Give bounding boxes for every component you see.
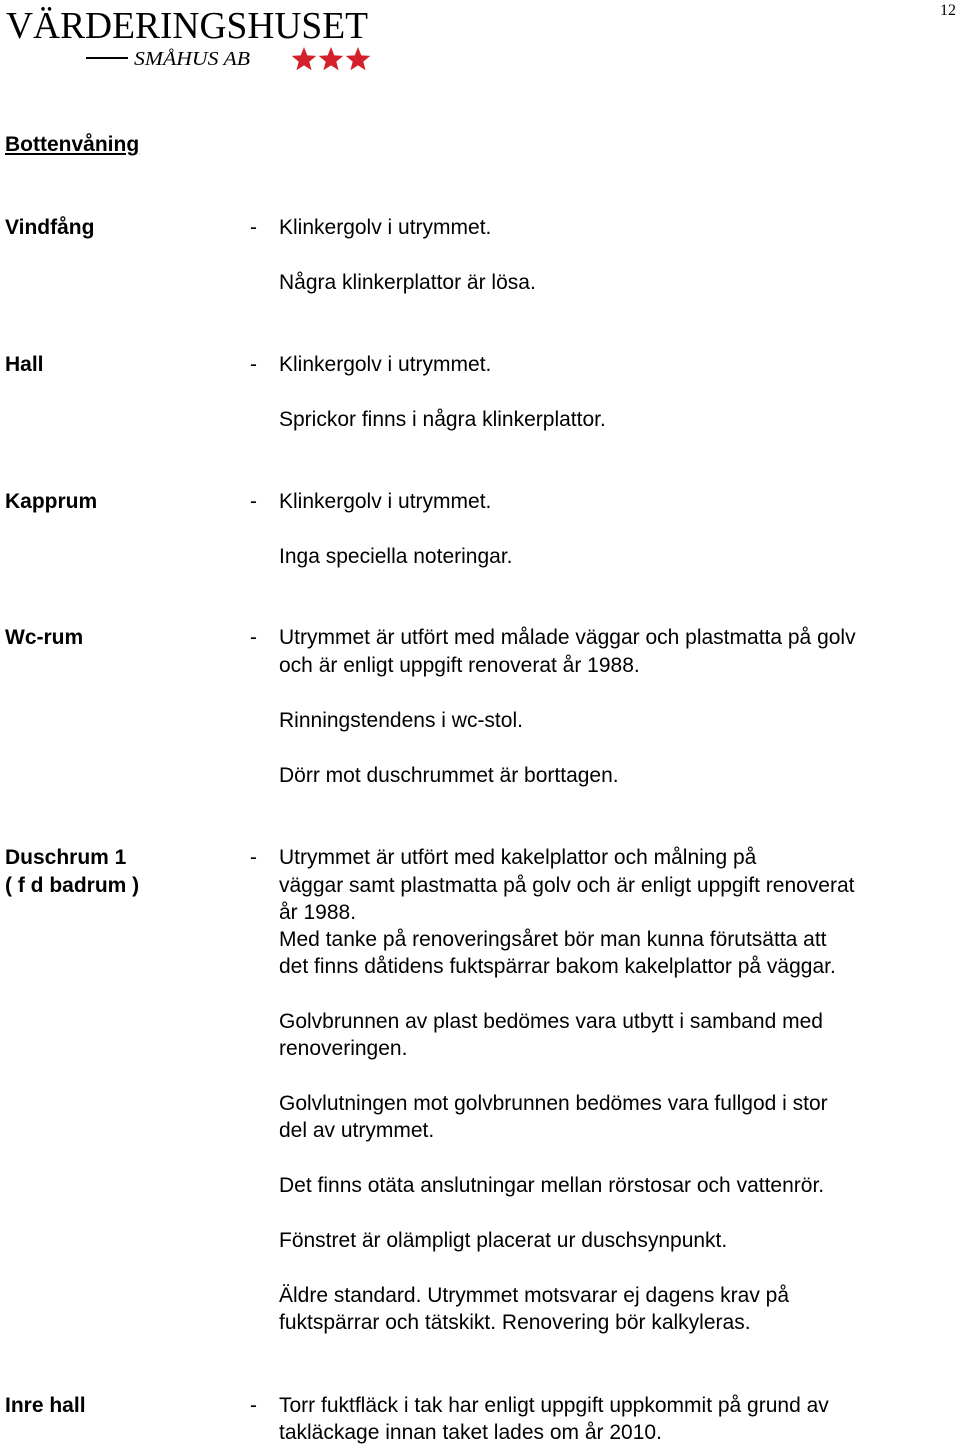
room-note-line: år 1988. bbox=[279, 901, 357, 924]
company-logo bbox=[6, 4, 376, 78]
room-note-line: takläckage innan taket lades om år 2010. bbox=[279, 1421, 662, 1444]
room-note-line: Utrymmet är utfört med kakelplattor och målning på bbox=[279, 846, 757, 869]
room-label: Duschrum 1 bbox=[5, 846, 127, 869]
logo-stars bbox=[292, 47, 371, 70]
room-note-line: Utrymmet är utfört med målade väggar och plastmatta på golv bbox=[279, 626, 856, 649]
list-dash: - bbox=[250, 490, 257, 513]
star-icon bbox=[319, 47, 344, 70]
room-label: Wc-rum bbox=[5, 626, 84, 649]
list-dash: - bbox=[250, 216, 257, 239]
room-note-line: Golvbrunnen av plast bedömes vara utbytt i samband med bbox=[279, 1010, 823, 1033]
page-number: 12 bbox=[940, 2, 956, 19]
room-note-line: Inga speciella noteringar. bbox=[279, 545, 513, 568]
room-note-line: Klinkergolv i utrymmet. bbox=[279, 490, 492, 513]
room-note-line: Med tanke på renoveringsåret bör man kunna förutsätta att bbox=[279, 928, 827, 951]
room-note-line: väggar samt plastmatta på golv och är enligt uppgift renoverat bbox=[279, 874, 855, 897]
logo-main-text: VÄRDERINGSHUSET bbox=[6, 5, 368, 47]
room-note-line: fuktspärrar och tätskikt. Renovering bör kalkyleras. bbox=[279, 1311, 751, 1334]
star-icon bbox=[346, 47, 371, 70]
room-note-line: och är enligt uppgift renoverat år 1988. bbox=[279, 654, 640, 677]
section-heading: Bottenvåning bbox=[5, 133, 140, 156]
room-note-line: Sprickor finns i några klinkerplattor. bbox=[279, 408, 606, 431]
logo-sub-text: SMÅHUS AB bbox=[134, 48, 250, 70]
room-label: Kapprum bbox=[5, 490, 98, 513]
room-label: Vindfång bbox=[5, 216, 95, 239]
room-note-line: Rinningstendens i wc-stol. bbox=[279, 709, 523, 732]
room-note-line: del av utrymmet. bbox=[279, 1119, 435, 1142]
room-note-line: Klinkergolv i utrymmet. bbox=[279, 353, 492, 376]
room-note-line: renoveringen. bbox=[279, 1037, 408, 1060]
room-note-line: Torr fuktfläck i tak har enligt uppgift uppkommit på grund av bbox=[279, 1394, 829, 1417]
room-note-line: Golvlutningen mot golvbrunnen bedömes vara fullgod i stor bbox=[279, 1092, 828, 1115]
room-note-line: Dörr mot duschrummet är borttagen. bbox=[279, 764, 619, 787]
list-dash: - bbox=[250, 846, 257, 869]
room-note-line: Fönstret är olämpligt placerat ur duschsynpunkt. bbox=[279, 1229, 728, 1252]
room-note-line: Äldre standard. Utrymmet motsvarar ej dagens krav på bbox=[279, 1284, 790, 1307]
room-note-line: det finns dåtidens fuktspärrar bakom kakelplattor på väggar. bbox=[279, 955, 836, 978]
room-label: Hall bbox=[5, 353, 44, 376]
list-dash: - bbox=[250, 626, 257, 649]
star-icon bbox=[292, 47, 317, 70]
room-note-line: Det finns otäta anslutningar mellan rörstosar och vattenrör. bbox=[279, 1174, 825, 1197]
list-dash: - bbox=[250, 353, 257, 376]
list-dash: - bbox=[250, 1394, 257, 1417]
room-note-line: Klinkergolv i utrymmet. bbox=[279, 216, 492, 239]
room-label: Inre hall bbox=[5, 1394, 86, 1417]
room-note-line: Några klinkerplattor är lösa. bbox=[279, 271, 536, 294]
room-label-note: ( f d badrum ) bbox=[5, 874, 140, 897]
